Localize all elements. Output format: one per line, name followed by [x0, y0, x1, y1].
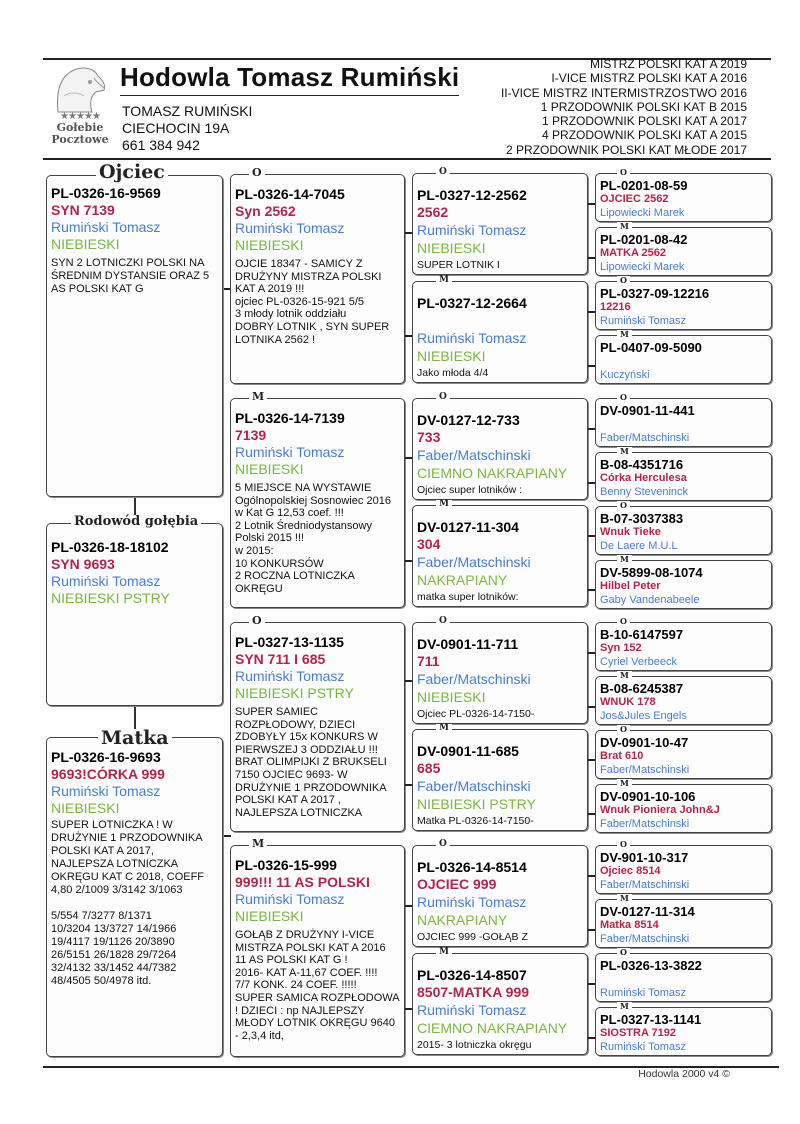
- connector: [405, 232, 412, 234]
- pigeon-name: [417, 312, 583, 329]
- gen4-card[interactable]: [595, 953, 772, 1002]
- breeder: Jos&Jules Engels: [600, 710, 687, 722]
- ring-number: DV-0127-11-314: [600, 904, 695, 919]
- ring-number: PL-0201-08-42: [600, 232, 688, 247]
- father-card[interactable]: [46, 175, 223, 497]
- gen4-card[interactable]: [595, 560, 772, 609]
- ring-number: PL-0327-12-2664: [417, 295, 527, 311]
- breeder: Cyriel Verbeeck: [600, 656, 678, 668]
- breeder: Rumiński Tomasz: [51, 219, 161, 235]
- pigeon-name: SYN 711 I 685: [235, 651, 326, 667]
- breeder: Rumiński Tomasz: [417, 330, 527, 346]
- notes: Jako młoda 4/4: [417, 367, 489, 379]
- ring-number: PL-0326-16-9693: [51, 749, 161, 765]
- ring-number: PL-0407-09-5090: [600, 340, 702, 355]
- pigeon-name: 711: [417, 653, 440, 669]
- sex-label-male: O: [617, 393, 630, 401]
- ring-number: PL-0327-12-2562: [417, 187, 527, 203]
- gen4-card[interactable]: [595, 784, 772, 833]
- ring-number: DV-0901-11-711: [417, 636, 519, 652]
- ring-number: DV-0901-10-106: [600, 789, 696, 804]
- connector: [405, 784, 412, 786]
- pigeon-color: CIEMNO NAKRAPIANY: [417, 1020, 568, 1036]
- pigeon-color: NAKRAPIANY: [417, 572, 508, 588]
- pigeon-name: Hilbel Peter: [600, 580, 661, 592]
- breeder: Faber/Matschinski: [600, 818, 690, 830]
- sex-label-female: M: [617, 1002, 632, 1010]
- great-grandparent-card[interactable]: [412, 398, 588, 500]
- notes: SYN 2 LOTNICZKI POLSKI NA ŚREDNIM DYSTANSIE ORAZ 5 AS POLSKI KAT G: [51, 257, 210, 295]
- award: MISTRZ POLSKI KAT A 2019: [590, 57, 747, 71]
- gen4-card[interactable]: [595, 676, 772, 725]
- pigeon-color: NIEBIESKI: [417, 240, 486, 256]
- sex-label-male: O: [617, 948, 630, 956]
- notes: SUPER LOTNIK I: [417, 259, 500, 271]
- logo-stars: ★★★★★: [60, 111, 100, 122]
- sex-label-female: M: [249, 838, 267, 849]
- ring-number: PL-0326-16-9569: [51, 185, 161, 201]
- awards-list: [501, 57, 747, 157]
- great-grandparent-card[interactable]: [412, 505, 588, 607]
- pigeon-name: 12216: [600, 301, 631, 313]
- ring-number: DV-5899-08-1074: [600, 565, 703, 580]
- ring-number: B-08-6245387: [600, 681, 684, 696]
- sex-label-male: O: [617, 840, 630, 848]
- gen4-card[interactable]: [595, 622, 772, 671]
- breeder: Rumiński Tomasz: [235, 668, 345, 684]
- grandparent-card[interactable]: [230, 174, 405, 384]
- pigeon-name: Ojciec 8514: [600, 865, 661, 877]
- pigeon-name: [600, 355, 767, 368]
- sex-label-male: O: [436, 393, 450, 402]
- pigeon-name: Matka 8514: [600, 919, 659, 931]
- breeder: Rumiński Tomasz: [51, 573, 161, 589]
- sex-label-male: O: [617, 501, 630, 509]
- sex-label-male: O: [436, 617, 450, 626]
- mother-label: Matka: [98, 729, 172, 748]
- pigeon-name: WNUK 178: [600, 696, 656, 708]
- great-grandparent-card[interactable]: [412, 729, 588, 831]
- pigeon-name: [600, 418, 767, 431]
- ring-number: DV-0901-11-441: [600, 403, 695, 418]
- breeder: Faber/Matschinski: [417, 671, 531, 687]
- notes: Ojciec super lotników :: [417, 484, 523, 496]
- breeder: Faber/Matschinski: [417, 447, 531, 463]
- ring-number: PL-0326-13-3822: [600, 958, 702, 973]
- logo: [42, 62, 118, 158]
- grandparent-card[interactable]: [230, 622, 405, 832]
- breeder: Rumiński Tomasz: [417, 1002, 527, 1018]
- ring-number: PL-0326-14-8514: [417, 859, 527, 875]
- pigeon-name: 7139: [235, 427, 267, 443]
- ring-number: DV-0127-12-733: [417, 412, 520, 428]
- gen4-card[interactable]: [595, 173, 772, 222]
- pigeon-color: CIEMNO NAKRAPIANY: [417, 465, 568, 481]
- ring-number: PL-0327-13-1141: [600, 1012, 702, 1027]
- breeder: Rumiński Tomasz: [600, 987, 686, 999]
- connector: [222, 835, 231, 837]
- notes: 5 MIEJSCE NA WYSTAWIE Ogólnopolskiej Sosnowiec 2016 w Kat G 12,53 coef. !!! 2 Lotnik Średniodystansowy Polski 2015 !!! w 2015: 10 KONKURSÓW 2 ROCZNA LOTNICZKA OKRĘGU: [235, 482, 391, 595]
- ring-number: DV-901-10-317: [600, 850, 689, 865]
- great-grandparent-card[interactable]: [412, 173, 588, 275]
- sex-label-male: O: [617, 276, 630, 284]
- breeder: Rumiński Tomasz: [235, 444, 345, 460]
- award: 1 PRZODOWNIK POLSKI KAT B 2015: [540, 99, 747, 114]
- sex-label-male: O: [249, 615, 265, 626]
- notes: GOŁĄB Z DRUŻYNY I-VICE MISTRZA POLSKI KAT A 2016 11 AS POLSKI KAT G ! 2016- KAT A-11,67 COEF. !!!! 7/7 KONK. 24 COEF. !!!!! SUPER SAMICA ROZPŁODOWA ! DZIECI : np NAJLEPSZY MŁODY LOTNIK OKRĘGU 9640 - 2,3,4 itd,: [235, 929, 400, 1042]
- breeder: De Laere M.U.L: [600, 540, 678, 552]
- ring-number: DV-0901-11-685: [417, 743, 519, 759]
- connector: [405, 905, 412, 907]
- award: II-VICE MISTRZ INTERMISTRZOSTWO 2016: [500, 85, 747, 100]
- ring-number: PL-0201-08-59: [600, 178, 688, 193]
- pedigree-label: Rodowód gołębia: [71, 515, 201, 528]
- breeder: Faber/Matschinski: [417, 554, 531, 570]
- sex-label-male: O: [617, 617, 630, 625]
- pigeon-name: Córka Herculesa: [600, 472, 687, 484]
- pigeon-name: SYN 9693: [51, 556, 115, 572]
- ring-number: PL-0326-14-7045: [235, 186, 345, 202]
- gen4-card[interactable]: [595, 398, 772, 447]
- ring-number: PL-0327-13-1135: [235, 634, 344, 650]
- pigeon-head-icon: [50, 62, 110, 114]
- pigeon-name: Wnuk Pioniera John&J: [600, 804, 720, 816]
- ring-number: PL-0326-18-18102: [51, 539, 169, 555]
- subject-card[interactable]: [46, 523, 223, 706]
- ring-number: PL-0327-09-12216: [600, 286, 710, 301]
- mother-card[interactable]: [46, 737, 223, 1057]
- breeder: Rumiński Tomasz: [600, 1041, 686, 1053]
- connector: [405, 457, 412, 459]
- pigeon-color: NIEBIESKI: [51, 800, 120, 816]
- pigeon-color: NIEBIESKI PSTRY: [51, 590, 170, 606]
- notes: SUPER LOTNICZKA ! W DRUŻYNIE 1 PRZODOWNIKA POLSKI KAT A 2017, NAJLEPSZA LOTNICZKA OKRĘGU KAT C 2018, COEFF 4,80 2/1009 3/3142 3/1063 5/554 7/3277 8/1371 10/3204 13/3727 14/1966 19/4117 19/1126 20/3890 26/5151 26/1828 29/7264 32/4132 33/1452 44/7382 48/4505 50/4978 itd.: [51, 819, 205, 987]
- gen4-card[interactable]: [595, 845, 772, 894]
- owner-address: CIECHOCIN 19A: [122, 120, 230, 136]
- sex-label-female: M: [617, 671, 632, 679]
- ring-number: B-07-3037383: [600, 511, 684, 526]
- notes: SUPER SAMIEC ROZPŁODOWY, DZIECI ZDOBYŁY 15x KONKURS W PIERWSZEJ 3 ODDZIAŁU !!! BRAT OLIMPIJKI Z BRUKSELI 7150 OJCIEC 9693- W DRUŻYNIE 1 PRZODOWNIKA POLSKI KAT A 2017 , NAJLEPSZA LOTNICZKA: [235, 706, 387, 819]
- pigeon-name: SIOSTRA 7192: [600, 1027, 677, 1039]
- pigeon-name: 304: [417, 536, 441, 552]
- pigeon-color: NIEBIESKI: [51, 236, 120, 252]
- gen4-card[interactable]: [595, 506, 772, 555]
- pigeon-name: MATKA 2562: [600, 247, 667, 259]
- sex-label-male: O: [249, 167, 265, 178]
- ring-number: B-08-4351716: [600, 457, 684, 472]
- breeder: Rumiński Tomasz: [51, 783, 161, 799]
- header-bottom-rule: [43, 158, 771, 160]
- breeder: Rumiński Tomasz: [600, 315, 686, 327]
- gen4-card[interactable]: [595, 227, 772, 276]
- page-title: Hodowla Tomasz Rumiński: [120, 62, 459, 96]
- ring-number: B-10-6147597: [600, 627, 684, 642]
- pigeon-name: Wnuk Tieke: [600, 526, 661, 538]
- sex-label-female: M: [617, 222, 632, 230]
- sex-label-male: O: [436, 840, 450, 849]
- great-grandparent-card[interactable]: [412, 953, 588, 1055]
- pigeon-color: NIEBIESKI: [235, 237, 304, 253]
- breeder: Rumiński Tomasz: [235, 891, 345, 907]
- pigeon-name: 733: [417, 429, 441, 445]
- gen4-card[interactable]: [595, 730, 772, 779]
- connector: [405, 560, 412, 562]
- breeder: Lipowiecki Marek: [600, 261, 685, 273]
- connector: [405, 1008, 412, 1010]
- breeder: Faber/Matschinski: [600, 432, 690, 444]
- pigeon-color: NAKRAPIANY: [417, 912, 508, 928]
- breeder: Gaby Vandenabeele: [600, 594, 700, 606]
- logo-text-2: Pocztowe: [51, 133, 109, 146]
- breeder: Faber/Matschinski: [600, 879, 690, 891]
- sex-label-female: M: [617, 779, 632, 787]
- pigeon-name: Brat 610: [600, 750, 644, 762]
- breeder: Kuczyński: [600, 369, 650, 381]
- grandparent-card[interactable]: [230, 845, 405, 1057]
- sex-label-male: O: [617, 725, 630, 733]
- logo-text-1: Gołebie: [56, 121, 104, 134]
- pigeon-color: NIEBIESKI: [235, 908, 304, 924]
- footer-text: Hodowla 2000 v4 ©: [638, 1068, 730, 1080]
- notes: OJCIE 18347 - SAMICY Z DRUŻYNY MISTRZA POLSKI KAT A 2019 !!! ojciec PL-0326-15-921 5/5 3 młody lotnik oddziału DOBRY LOTNIK , SYN SUPER LOTNIKA 2562 !: [235, 258, 390, 346]
- pigeon-name: 685: [417, 760, 441, 776]
- owner-phone: 661 384 942: [122, 137, 200, 153]
- sex-label-female: M: [436, 948, 452, 957]
- breeder: Rumiński Tomasz: [417, 222, 527, 238]
- notes: Matka PL-0326-14-7150-: [417, 815, 534, 827]
- ring-number: PL-0326-15-999: [235, 857, 337, 873]
- gen4-card[interactable]: [595, 452, 772, 501]
- sex-label-male: O: [436, 168, 450, 177]
- award: 2 PRZODOWNIK POLSKI KAT MŁODE 2017: [506, 142, 747, 157]
- award: I-VICE MISTRZ POLSKI KAT A 2016: [551, 71, 747, 86]
- grandparent-card[interactable]: [230, 398, 405, 608]
- gen4-card[interactable]: [595, 335, 772, 384]
- pigeon-color: NIEBIESKI PSTRY: [417, 796, 536, 812]
- owner-info: [122, 103, 252, 154]
- sex-label-female: M: [436, 724, 452, 733]
- gen4-card[interactable]: [595, 1007, 772, 1056]
- gen4-card[interactable]: [595, 281, 772, 330]
- breeder: Lipowiecki Marek: [600, 207, 685, 219]
- pigeon-name: 2562: [417, 204, 449, 220]
- sex-label-female: M: [617, 555, 632, 563]
- pigeon-name: 8507-MATKA 999: [417, 984, 530, 1000]
- pigeon-name: 999!!! 11 AS POLSKI: [235, 874, 370, 890]
- pigeon-name: Syn 2562: [235, 203, 296, 219]
- great-grandparent-card[interactable]: [412, 845, 588, 947]
- great-grandparent-card[interactable]: [412, 622, 588, 724]
- notes: Ojciec PL-0326-14-7150-: [417, 708, 535, 720]
- ring-number: DV-0127-11-304: [417, 519, 519, 535]
- pigeon-name: SYN 7139: [51, 202, 115, 218]
- sex-label-male: O: [617, 168, 630, 176]
- pigeon-color: NIEBIESKI: [417, 348, 486, 364]
- sex-label-female: M: [617, 447, 632, 455]
- notes: OJCIEC 999 -GOŁĄB Z: [417, 931, 528, 943]
- pigeon-color: NIEBIESKI: [235, 461, 304, 477]
- ring-number: PL-0326-14-7139: [235, 410, 345, 426]
- notes: 2015- 3 lotniczka okręgu: [417, 1039, 532, 1051]
- connector: [405, 680, 412, 682]
- ring-number: PL-0326-14-8507: [417, 967, 527, 983]
- pigeon-name: Syn 152: [600, 642, 642, 654]
- pigeon-name: OJCIEC 999: [417, 876, 497, 892]
- pigeon-color: NIEBIESKI: [417, 689, 486, 705]
- connector: [405, 335, 412, 337]
- pigeon-name: 9693!CÓRKA 999: [51, 766, 165, 782]
- breeder: Benny Steveninck: [600, 486, 689, 498]
- breeder: Faber/Matschinski: [600, 764, 690, 776]
- sex-label-female: M: [436, 500, 452, 509]
- gen4-card[interactable]: [595, 899, 772, 948]
- owner-name: TOMASZ RUMIŃSKI: [122, 103, 253, 119]
- breeder: Rumiński Tomasz: [235, 220, 345, 236]
- breeder: Rumiński Tomasz: [417, 894, 527, 910]
- sex-label-female: M: [249, 391, 267, 402]
- breeder: Faber/Matschinski: [600, 933, 690, 945]
- pigeon-color: NIEBIESKI PSTRY: [235, 685, 354, 701]
- great-grandparent-card[interactable]: [412, 281, 588, 383]
- sex-label-female: M: [436, 276, 452, 285]
- ring-number: DV-0901-10-47: [600, 735, 689, 750]
- notes: matka super lotników:: [417, 591, 519, 603]
- sex-label-female: M: [617, 894, 632, 902]
- father-label: Ojciec: [96, 163, 168, 182]
- breeder: Faber/Matschinski: [417, 778, 531, 794]
- pigeon-name: [600, 973, 767, 986]
- award: 1 PRZODOWNIK POLSKI KAT A 2017: [542, 114, 747, 129]
- award: 4 PRZODOWNIK POLSKI KAT A 2015: [542, 128, 747, 143]
- sex-label-female: M: [617, 330, 632, 338]
- pigeon-name: OJCIEC 2562: [600, 193, 669, 205]
